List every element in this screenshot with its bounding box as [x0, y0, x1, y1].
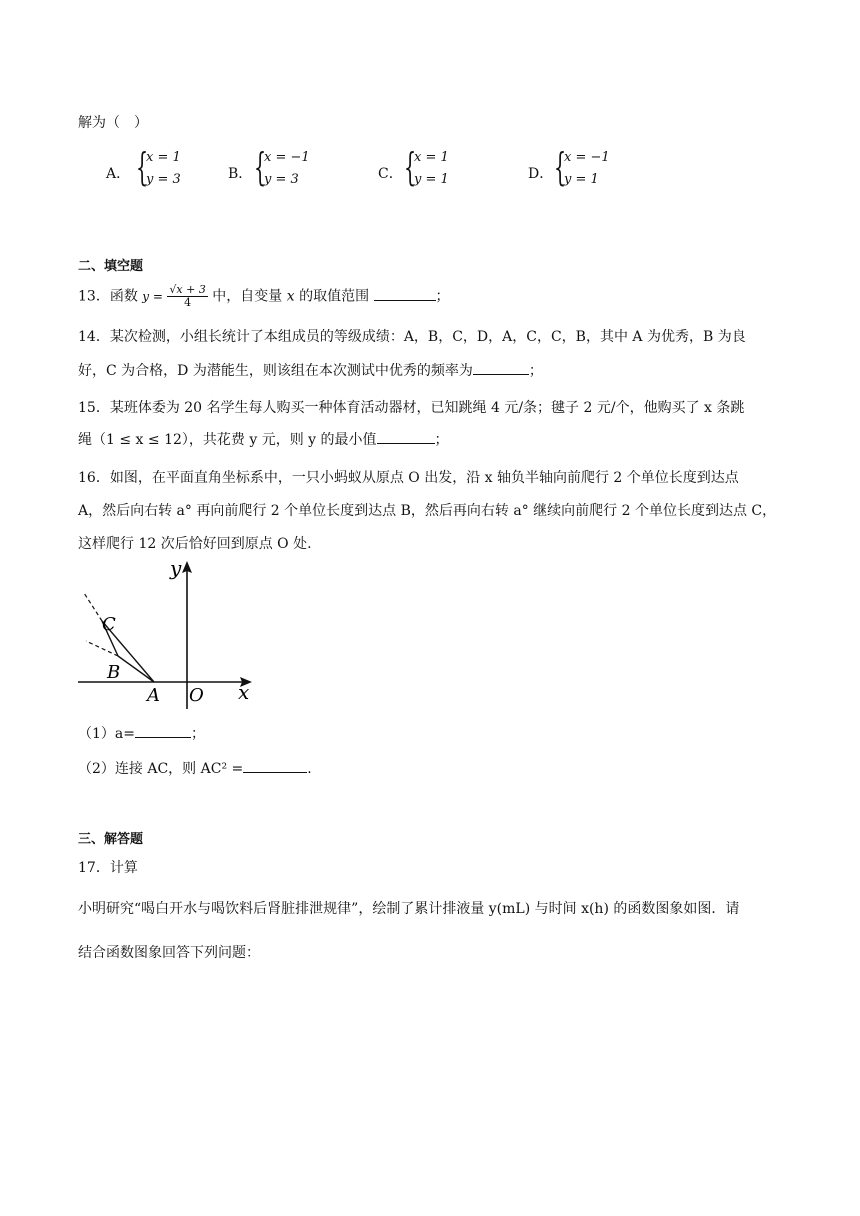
q13-text2: 的取值范围	[299, 288, 370, 305]
q15-line1: 15．某班体委为 20 名学生每人购买一种体育活动器材，已知跳绳 4 元/条；毽子 2 元/个，他购买了 x 条跳	[78, 400, 745, 416]
option-c-eq2: y = 1	[414, 172, 449, 187]
q15-end: ；	[434, 432, 449, 448]
q15-line2	[78, 429, 449, 449]
option-d-eq1: x = −1	[564, 150, 610, 165]
q16-line2: A，然后向右转 a° 再向前爬行 2 个单位长度到达点 B，然后再向右转 a° 继续向前爬行 2 个单位长度到达点 C，	[78, 503, 777, 519]
option-d-label: D．	[528, 166, 554, 182]
x-axis-label: x	[238, 680, 250, 704]
q16-figure	[70, 555, 270, 715]
q16-line1: 16．如图，在平面直角坐标系中，一只小蚂蚁从原点 O 出发，沿 x 轴负半轴向前爬行 2 个单位长度到达点	[78, 470, 739, 486]
q16-sub2	[78, 758, 312, 778]
y-axis-label: y	[170, 556, 182, 580]
q13-fraction	[167, 284, 207, 309]
q13-end: ；	[435, 288, 450, 305]
section-title-solutions: 三、解答题	[78, 832, 144, 847]
q16-sub1-answer-blank[interactable]	[135, 724, 191, 738]
option-b-eq2: y = 3	[264, 172, 299, 187]
dashed-extension-ab	[86, 641, 118, 656]
q13-function-lhs: y =	[142, 289, 163, 304]
option-a-label: A．	[106, 166, 131, 182]
q16-sub1-end: ；	[190, 726, 205, 742]
q13-text: 中，自变量	[212, 288, 283, 305]
q14-answer-blank[interactable]	[473, 361, 529, 375]
point-b-label: B	[107, 662, 121, 683]
q17-title: 17．计算	[78, 860, 138, 876]
option-b-eq1: x = −1	[264, 150, 310, 165]
q14-end: ；	[528, 363, 543, 379]
option-c-eq1: x = 1	[414, 150, 449, 165]
dashed-extension-bc	[84, 593, 102, 621]
option-a-system: { x = 1 y = 3	[136, 145, 181, 189]
q14-line2-text: 好，C 为合格，D 为潜能生，则该组在本次测试中优秀的频率为	[78, 363, 473, 379]
q16-line3: 这样爬行 12 次后恰好回到原点 O 处.	[78, 536, 312, 552]
q13-prefix: 13．函数	[78, 288, 138, 305]
q13	[78, 284, 450, 309]
point-a-label: A	[147, 685, 160, 706]
q15-answer-blank[interactable]	[377, 430, 435, 444]
q13-numerator: √x + 3	[169, 283, 206, 296]
option-d-system: { x = −1 y = 1	[554, 145, 610, 189]
q17-line2: 结合函数图象回答下列问题：	[78, 945, 260, 961]
option-b-label: B．	[228, 166, 253, 182]
option-c-system: { x = 1 y = 1	[404, 145, 449, 189]
q16-sub2-text: （2）连接 AC，则 AC² =	[78, 761, 244, 777]
option-a-eq2: y = 3	[146, 172, 181, 187]
point-c-label: C	[102, 614, 116, 635]
q13-answer-blank[interactable]	[374, 287, 436, 301]
q14-line1: 14．某次检测，小组长统计了本组成员的等级成绩：A，B，C，D，A，C，C，B，其中 A 为优秀，B 为良	[78, 329, 746, 345]
q17-line1: 小明研究“喝白开水与喝饮料后肾脏排泄规律”，绘制了累计排液量 y(mL) 与时间 x(h) 的函数图象如图．请	[78, 901, 740, 917]
q12-tail: 解为（ ）	[78, 115, 148, 131]
origin-label: O	[189, 685, 204, 706]
q13-var: x	[286, 288, 295, 305]
q16-sub1	[78, 723, 205, 743]
q15-line2-text: 绳（1 ≤ x ≤ 12），共花费 y 元，则 y 的最小值	[78, 432, 377, 448]
option-c-label: C．	[378, 166, 403, 182]
option-d-eq2: y = 1	[564, 172, 599, 187]
q16-sub2-answer-blank[interactable]	[243, 759, 307, 773]
q16-sub2-end: .	[307, 761, 312, 777]
q16-sub1-text: （1）a=	[78, 726, 135, 742]
q13-denominator: 4	[184, 296, 192, 309]
option-b-system: { x = −1 y = 3	[254, 145, 310, 189]
section-title-fill-in: 二、填空题	[78, 259, 144, 274]
q14-line2	[78, 360, 543, 380]
option-a-eq1: x = 1	[146, 150, 181, 165]
